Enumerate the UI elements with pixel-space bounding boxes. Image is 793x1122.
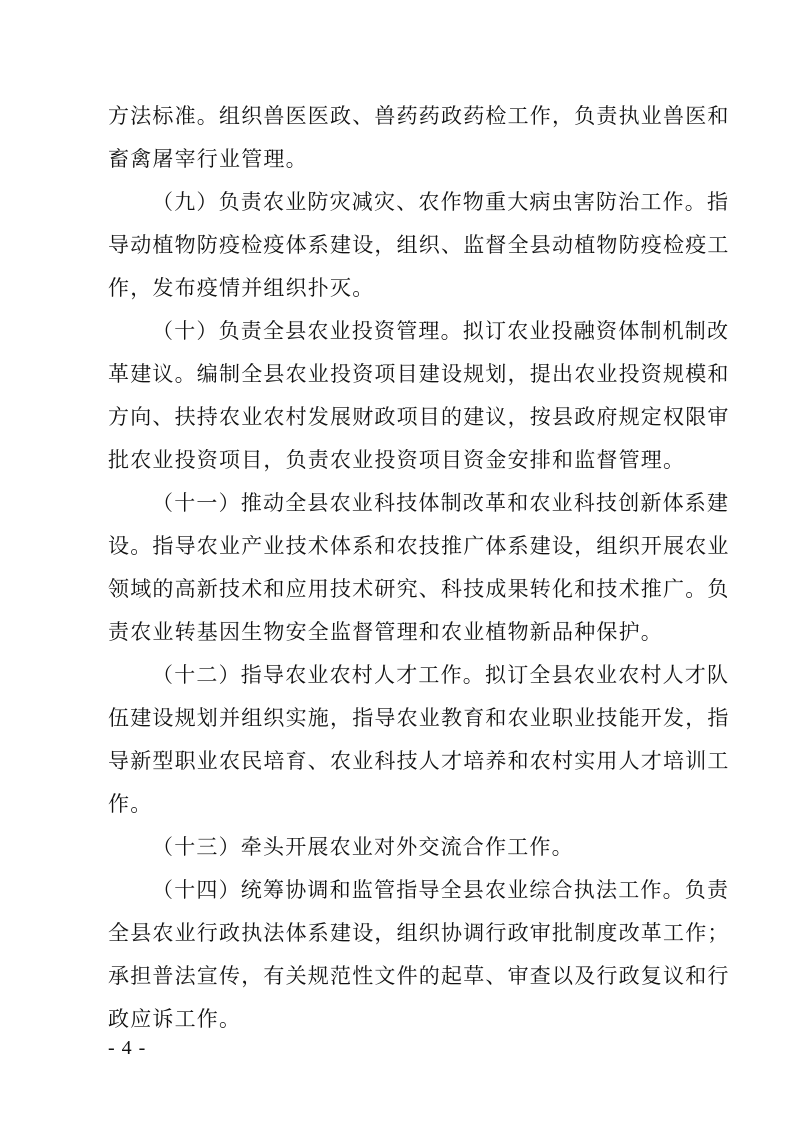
text-line: 伍建设规划并组织实施，指导农业教育和农业职业技能开发，指	[108, 706, 730, 730]
text-line: 全县农业行政执法体系建设，组织协调行政审批制度改革工作；	[108, 921, 730, 945]
text-line: 导动植物防疫检疫体系建设，组织、监督全县动植物防疫检疫工	[108, 233, 730, 257]
paragraph-13: （十三）牵头开展农业对外交流合作工作。	[152, 835, 574, 859]
page-number: - 4 -	[108, 1037, 147, 1059]
text-line: 批农业投资项目，负责农业投资项目资金安排和监督管理。	[108, 448, 686, 472]
text-line: 革建议。编制全县农业投资项目建设规划，提出农业投资规模和	[108, 362, 730, 386]
text-line: 作，发布疫情并组织扑灭。	[108, 276, 375, 300]
text-line: 政应诉工作。	[108, 1007, 242, 1031]
text-line: 作。	[108, 792, 153, 816]
text-line: 设。指导农业产业技术体系和农技推广体系建设，组织开展农业	[108, 534, 730, 558]
text-line: 承担普法宣传，有关规范性文件的起草、审查以及行政复议和行	[108, 964, 730, 988]
text-line: 导新型职业农民培育、农业科技人才培养和农村实用人才培训工	[108, 749, 730, 773]
paragraph-9-start: （九）负责农业防灾减灾、农作物重大病虫害防治工作。指	[152, 190, 730, 214]
paragraph-11-start: （十一）推动全县农业科技体制改革和农业科技创新体系建	[152, 491, 730, 515]
text-line: 方向、扶持农业农村发展财政项目的建议，按县政府规定权限审	[108, 405, 730, 429]
paragraph-14-start: （十四）统筹协调和监管指导全县农业综合执法工作。负责	[152, 878, 730, 902]
paragraph-10-start: （十）负责全县农业投资管理。拟订农业投融资体制机制改	[152, 319, 730, 343]
text-line: 方法标准。组织兽医医政、兽药药政药检工作，负责执业兽医和	[108, 104, 730, 128]
text-line: 责农业转基因生物安全监督管理和农业植物新品种保护。	[108, 620, 663, 644]
text-line: 畜禽屠宰行业管理。	[108, 147, 308, 171]
text-line: 领域的高新技术和应用技术研究、科技成果转化和技术推广。负	[108, 577, 730, 601]
paragraph-12-start: （十二）指导农业农村人才工作。拟订全县农业农村人才队	[152, 663, 730, 687]
